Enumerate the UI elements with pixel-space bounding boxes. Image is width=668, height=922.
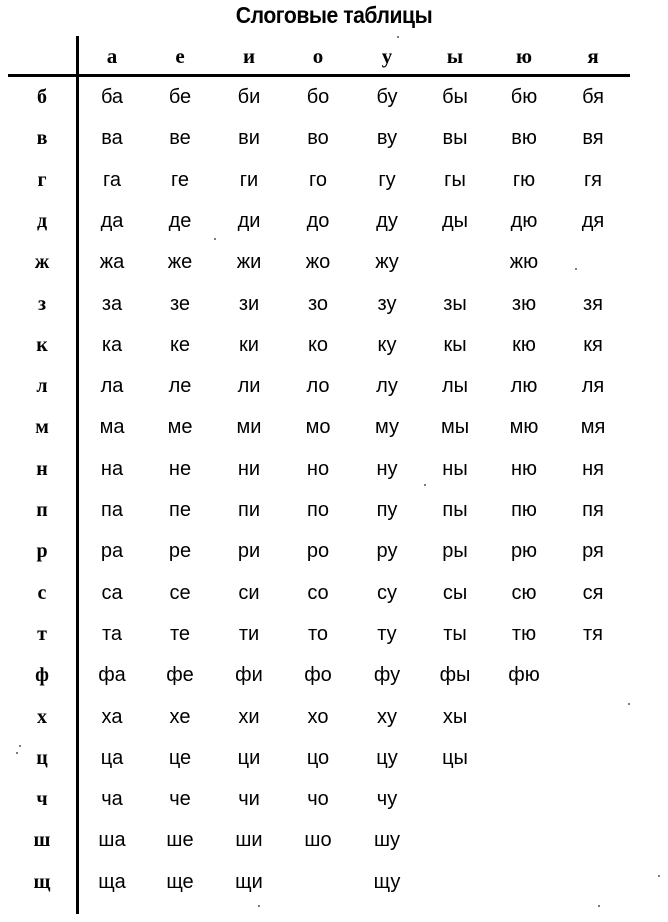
syllable-cell: ки xyxy=(239,333,259,356)
syllable-cell: зе xyxy=(169,292,191,315)
table-row xyxy=(0,623,668,653)
syllable-cell: вя xyxy=(582,127,604,150)
syllable-cell: зи xyxy=(238,292,260,315)
table-row xyxy=(0,582,668,612)
row-header: л xyxy=(36,375,48,398)
syllable-cell: че xyxy=(169,788,191,811)
row-header: х xyxy=(37,705,47,728)
syllable-cell: то xyxy=(307,622,329,645)
syllable-cell: ди xyxy=(237,209,261,232)
syllable-cell: фи xyxy=(235,664,263,687)
syllable-cell: ча xyxy=(101,788,123,811)
syllable-cell: ры xyxy=(442,540,468,563)
table-row xyxy=(0,540,668,570)
syllable-cell: хи xyxy=(238,705,260,728)
syllable-cell: жа xyxy=(99,251,125,274)
row-header: д xyxy=(36,209,48,232)
syllable-cell: зю xyxy=(511,292,537,315)
syllable-cell: сы xyxy=(442,581,468,604)
syllable-cell: зя xyxy=(583,292,603,315)
syllable-cell: де xyxy=(168,209,192,232)
table-row xyxy=(0,788,668,818)
syllable-cell: ру xyxy=(376,540,398,563)
column-header: о xyxy=(312,44,324,68)
syllable-cell: фе xyxy=(166,664,194,687)
syllable-cell: ню xyxy=(510,457,538,480)
syllable-cell: бы xyxy=(442,86,468,108)
row-header: к xyxy=(36,333,48,356)
syllable-cell: ще xyxy=(166,870,194,893)
syllable-cell: ма xyxy=(99,416,125,439)
syllable-cell: жи xyxy=(236,251,262,274)
syllable-cell: мя xyxy=(580,416,606,439)
syllable-cell: ке xyxy=(169,333,191,356)
syllable-cell: чи xyxy=(238,788,260,811)
syllable-cell: та xyxy=(101,622,123,645)
syllable-cell: ци xyxy=(237,746,261,769)
syllable-cell: ла xyxy=(100,375,124,398)
syllable-cell: су xyxy=(377,581,397,604)
syllable-cell: хе xyxy=(169,705,191,728)
column-header: ю xyxy=(515,44,533,68)
syllable-cell: же xyxy=(167,251,193,274)
table-row xyxy=(0,169,668,199)
syllable-cell: ша xyxy=(98,829,126,852)
row-header: ц xyxy=(36,746,48,769)
syllable-cell: цы xyxy=(442,746,468,769)
syllable-cell: за xyxy=(101,292,123,315)
syllable-cell: ве xyxy=(169,127,191,150)
table-row xyxy=(0,458,668,488)
syllable-cell: во xyxy=(307,127,329,150)
syllable-cell: ри xyxy=(237,540,261,563)
syllable-cell: чо xyxy=(307,788,329,811)
syllable-cell: би xyxy=(237,86,261,108)
syllable-cell: ну xyxy=(376,457,398,480)
syllable-cell: цу xyxy=(376,746,398,769)
syllable-cell: зы xyxy=(443,292,467,315)
syllable-cell: ву xyxy=(376,127,398,150)
syllable-cell: пи xyxy=(237,499,260,521)
syllable-cell: со xyxy=(307,581,329,604)
syllable-cell: ха xyxy=(101,705,123,728)
syllable-cell: мо xyxy=(305,416,331,439)
syllable-cell: фо xyxy=(304,664,332,687)
row-header: г xyxy=(37,168,47,191)
row-header: с xyxy=(37,581,47,604)
syllable-cell: ре xyxy=(168,540,192,563)
syllable-cell: ро xyxy=(306,540,330,563)
syllable-cell: фы xyxy=(439,664,471,687)
table-row xyxy=(0,293,668,323)
syllable-cell: ши xyxy=(235,829,263,852)
syllable-cell: фу xyxy=(373,664,401,687)
column-header: ы xyxy=(446,44,464,68)
syllable-cell: фа xyxy=(98,664,126,687)
row-header: т xyxy=(37,622,47,645)
syllable-cell: ны xyxy=(442,457,468,480)
syllable-cell: хы xyxy=(442,705,468,728)
syllable-cell: лю xyxy=(510,375,538,398)
scan-speck xyxy=(258,905,260,907)
syllable-cell: зу xyxy=(377,292,397,315)
column-header: е xyxy=(175,44,185,68)
syllable-cell: цо xyxy=(306,746,330,769)
syllable-cell: си xyxy=(238,581,260,604)
syllable-cell: дю xyxy=(510,209,538,232)
scan-speck xyxy=(598,905,600,907)
row-header: ф xyxy=(35,664,49,687)
syllable-cell: зо xyxy=(307,292,329,315)
row-header: б xyxy=(37,86,47,108)
syllable-cell: по xyxy=(307,499,329,521)
scan-speck xyxy=(16,752,18,754)
syllable-cell: мю xyxy=(509,416,539,439)
syllable-cell: бу xyxy=(376,86,398,108)
row-header: ч xyxy=(36,788,48,811)
syllable-cell: жо xyxy=(305,251,331,274)
syllable-cell: кя xyxy=(583,333,603,356)
syllable-cell: па xyxy=(101,499,123,521)
syllable-cell: ка xyxy=(101,333,123,356)
syllable-cell: до xyxy=(306,209,330,232)
syllable-cell: ты xyxy=(443,622,467,645)
row-header: в xyxy=(36,127,48,150)
syllable-cell: пу xyxy=(376,499,398,521)
syllable-cell: пе xyxy=(169,499,191,521)
syllable-cell: ге xyxy=(171,168,189,191)
syllable-cell: га xyxy=(103,168,121,191)
syllable-cell: кю xyxy=(512,333,536,356)
syllable-cell: ни xyxy=(237,457,261,480)
syllable-cell: це xyxy=(168,746,192,769)
table-row xyxy=(0,747,668,777)
row-header: п xyxy=(36,499,48,521)
scan-speck xyxy=(397,36,399,38)
column-header: у xyxy=(381,44,393,68)
syllable-cell: ме xyxy=(167,416,193,439)
syllable-cell: ля xyxy=(581,375,605,398)
syllable-cell: фю xyxy=(508,664,540,687)
syllable-cell: ра xyxy=(100,540,124,563)
table-row xyxy=(0,86,668,116)
syllable-cell: ды xyxy=(441,209,469,232)
scan-speck xyxy=(214,238,216,240)
syllable-cell: тю xyxy=(511,622,537,645)
syllable-cell: те xyxy=(169,622,191,645)
syllable-cell: ти xyxy=(238,622,260,645)
syllable-cell: на xyxy=(100,457,124,480)
scan-speck xyxy=(19,745,21,747)
table-row xyxy=(0,664,668,694)
syllable-cell: го xyxy=(309,168,327,191)
syllable-cell: ло xyxy=(306,375,330,398)
syllable-cell: вы xyxy=(442,127,468,150)
syllable-cell: щи xyxy=(235,870,263,893)
syllable-cell: гя xyxy=(584,168,602,191)
header-divider xyxy=(8,74,630,77)
syllable-cell: ми xyxy=(236,416,262,439)
syllable-cell: шу xyxy=(373,829,401,852)
page-title: Слоговые таблицы xyxy=(235,2,433,28)
scan-speck xyxy=(424,484,426,486)
row-header: ж xyxy=(34,251,50,274)
syllable-cell: да xyxy=(100,209,124,232)
syllable-cell: пю xyxy=(511,499,537,521)
syllable-cell: ба xyxy=(100,86,124,108)
syllable-cell: бя xyxy=(582,86,604,108)
row-header: з xyxy=(37,292,47,315)
row-header: н xyxy=(36,457,48,480)
row-header: м xyxy=(35,416,49,439)
syllable-cell: жю xyxy=(509,251,539,274)
syllable-cell: лу xyxy=(376,375,398,398)
table-row xyxy=(0,706,668,736)
syllable-cell: ги xyxy=(239,168,259,191)
scan-speck xyxy=(658,875,660,877)
syllable-cell: пы xyxy=(442,499,468,521)
syllable-cell: са xyxy=(101,581,123,604)
syllable-cell: ща xyxy=(98,870,126,893)
syllable-cell: бе xyxy=(168,86,192,108)
syllable-cell: тя xyxy=(583,622,603,645)
syllable-cell: хо xyxy=(307,705,329,728)
scan-speck xyxy=(575,268,577,270)
syllable-cell: кы xyxy=(443,333,467,356)
syllable-cell: ви xyxy=(238,127,260,150)
table-row xyxy=(0,499,668,529)
scan-speck xyxy=(628,703,630,705)
column-header: и xyxy=(242,44,256,68)
row-header: ш xyxy=(33,829,51,852)
table-row xyxy=(0,416,668,446)
syllable-cell: лы xyxy=(441,375,469,398)
syllable-cell: се xyxy=(169,581,191,604)
syllable-cell: ва xyxy=(101,127,123,150)
table-row xyxy=(0,375,668,405)
table-row xyxy=(0,210,668,240)
table-row xyxy=(0,127,668,157)
syllable-cell: жу xyxy=(375,251,399,274)
table-row xyxy=(0,829,668,859)
table-row xyxy=(0,871,668,901)
syllable-cell: ся xyxy=(582,581,604,604)
syllable-cell: ли xyxy=(237,375,261,398)
syllable-cell: ту xyxy=(377,622,397,645)
syllable-cell: но xyxy=(306,457,330,480)
syllable-cell: гю xyxy=(512,168,536,191)
column-header: а xyxy=(106,44,118,68)
syllable-cell: дя xyxy=(581,209,605,232)
syllable-cell: ря xyxy=(582,540,604,563)
syllable-cell: му xyxy=(375,416,399,439)
syllable-cell: ле xyxy=(168,375,192,398)
syllable-cell: ду xyxy=(376,209,398,232)
row-header: р xyxy=(36,540,48,563)
syllable-cell: сю xyxy=(511,581,537,604)
syllable-cell: ко xyxy=(307,333,329,356)
syllable-cell: ца xyxy=(100,746,124,769)
syllable-cell: гы xyxy=(444,168,466,191)
syllable-cell: ня xyxy=(582,457,604,480)
syllable-cell: рю xyxy=(510,540,538,563)
syllable-cell: щу xyxy=(373,870,401,893)
syllable-cell: шо xyxy=(304,829,332,852)
syllable-cell: бо xyxy=(306,86,330,108)
column-header: я xyxy=(587,44,599,68)
table-row xyxy=(0,251,668,281)
syllable-cell: мы xyxy=(440,416,470,439)
row-header: щ xyxy=(33,870,51,893)
syllable-cell: бю xyxy=(510,86,538,108)
syllable-cell: чу xyxy=(376,788,398,811)
syllable-cell: ку xyxy=(377,333,397,356)
syllable-cell: вю xyxy=(511,127,537,150)
syllable-cell: ше xyxy=(166,829,194,852)
table-row xyxy=(0,334,668,364)
syllable-cell: пя xyxy=(582,499,604,521)
syllable-cell: гу xyxy=(378,168,396,191)
syllable-cell: ху xyxy=(377,705,397,728)
syllable-cell: не xyxy=(168,457,192,480)
